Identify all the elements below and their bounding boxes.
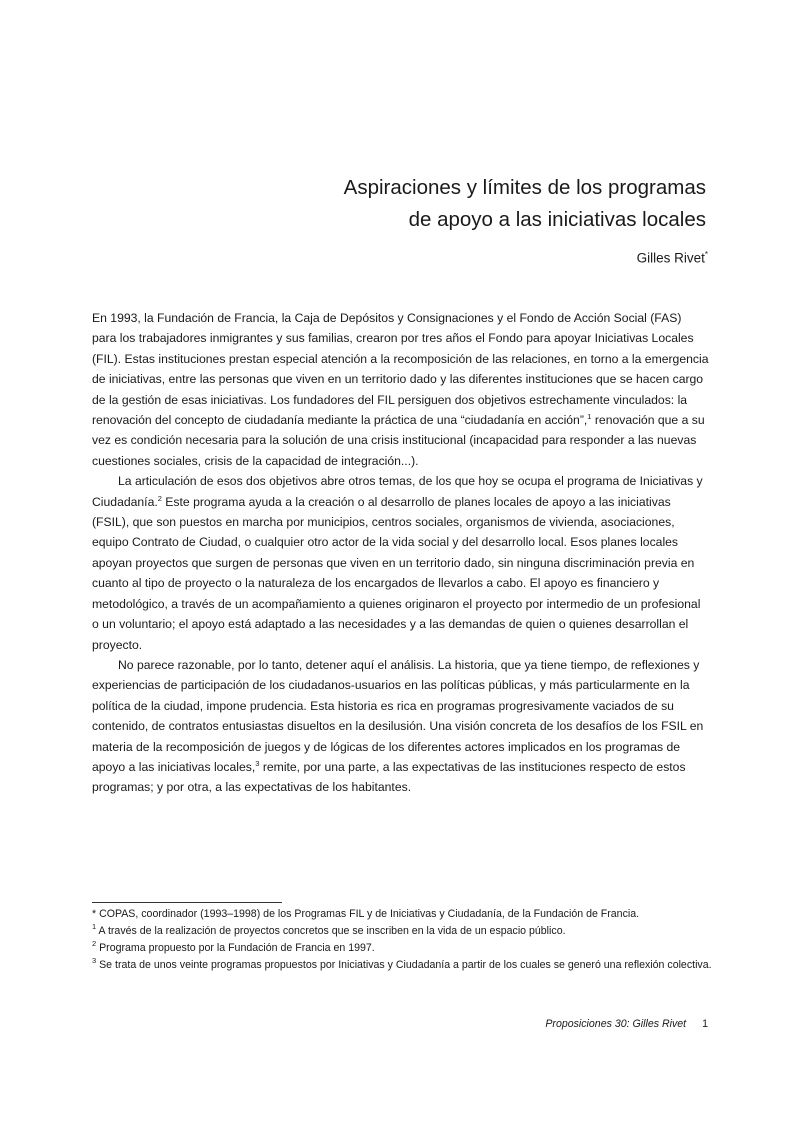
footnote-author [92,907,712,922]
footer-author: Gilles Rivet [632,1018,687,1030]
footnote-mark: 3 [92,956,97,965]
article-body [92,308,709,798]
paragraph-text: renovación que a su vez es condición necesaria para la solución de una crisis institucional (incapacidad para responder a las nuevas cuestiones sociales, crisis de la capacidad de integración...). [92,413,705,468]
footnote-ref-3: 3 [255,758,260,768]
journal-name: Proposiciones 30 [545,1018,627,1030]
footnote-ref-2: 2 [157,493,162,503]
footnote-mark: 1 [92,922,97,931]
footer-separator: : [626,1018,633,1030]
running-footer [545,1018,708,1030]
author-footnote-mark: * [704,250,708,259]
paragraph-text: remite, por una parte, a las expectativas de las instituciones respecto de estos programas; y por otra, a las expectativas de los habitantes. [92,759,686,795]
paragraph-1 [92,308,709,471]
paragraph-text: La articulación de esos dos objetivos abre otros temas, de los que hoy se ocupa el programa de Iniciativas y Ciudadanía. [92,474,703,509]
paragraph-text: No parece razonable, por lo tanto, detener aquí el análisis. La historia, que ya tiene tiempo, de reflexiones y experiencias de participación de los ciudadanos-usuarios en las políticas públicas, y más particularmente en la política de la ciudad, impone prudencia. Esta historia es rica en programas progresivamente vaciados de su contenido, de contratos entusiastas disueltos en la desilusión. Una visión concreta de los desafíos de los FSIL en materia de la recomposición de juegos y de lógicas de los diferentes actores implicados en los programas de apoyo a las iniciativas locales, [92,657,704,774]
footnote-divider [92,902,282,903]
footnote-text: A través de la realización de proyectos concretos que se inscriben en la vida de un espacio público. [96,925,566,937]
footnote-3 [92,958,712,973]
footnote-ref-1: 1 [587,412,592,422]
paragraph-text: Este programa ayuda a la creación o al desarrollo de planes locales de apoyo a las iniciativas (FSIL), que son puestos en marcha por municipios, centros sociales, organismos de vivienda, asociaciones, equipo Contrato de Ciudad, o cualquier otro actor de la vida social y del desarrollo local. Esos planes locales apoyan proyectos que surgen de personas que viven en un territorio dado, sin ninguna discriminación previa en cuanto al tipo de proyecto o la naturaleza de los encargados de llevarlos a cabo. El apoyo es financiero y metodológico, a través de un acompañamiento a quienes originaron el proyecto por intermedio de un profesional o un voluntario; el apoyo está adaptado a las necesidades y a las demandas de quien o quienes desarrollan el proyecto. [92,494,701,652]
paragraph-text: En 1993, la Fundación de Francia, la Caja de Depósitos y Consignaciones y el Fondo de Acción Social (FAS) para los trabajadores inmigrantes y sus familias, crearon por tres años el Fondo para apoyar Iniciativas Locales (FIL). Estas instituciones prestan especial atención a la recomposición de las relaciones, en torno a la emergencia de iniciativas, entre las personas que viven en un territorio dado y las diferentes instituciones que se hacen cargo de la gestión de esas iniciativas. Los fundadores del FIL persiguen dos objetivos estrechamente vinculados: la renovación del concepto de ciudadanía mediante la práctica de una “ciudadanía en acción”, [92,311,709,428]
footnote-text: Programa propuesto por la Fundación de Francia en 1997. [96,942,375,954]
footnote-text: COPAS, coordinador (1993–1998) de los Programas FIL y de Iniciativas y Ciudadanía, de la Fundación de Francia. [96,908,640,920]
paragraph-2 [92,471,709,655]
footnote-2 [92,941,712,956]
footnote-1 [92,924,712,939]
title-line-2: de apoyo a las iniciativas locales [408,208,706,231]
footnote-mark: 2 [92,939,97,948]
footnote-mark: * [92,908,97,920]
author-byline [637,250,708,266]
page-number: 1 [702,1018,708,1030]
title-line-1: Aspiraciones y límites de los programas [343,176,706,199]
footnotes [92,907,712,975]
article-title [344,172,706,236]
author-name: Gilles Rivet [636,250,705,266]
footnote-text: Se trata de unos veinte programas propuestos por Iniciativas y Ciudadanía a partir de los cuales se generó una reflexión colectiva. [96,959,712,971]
paragraph-3 [92,655,709,798]
